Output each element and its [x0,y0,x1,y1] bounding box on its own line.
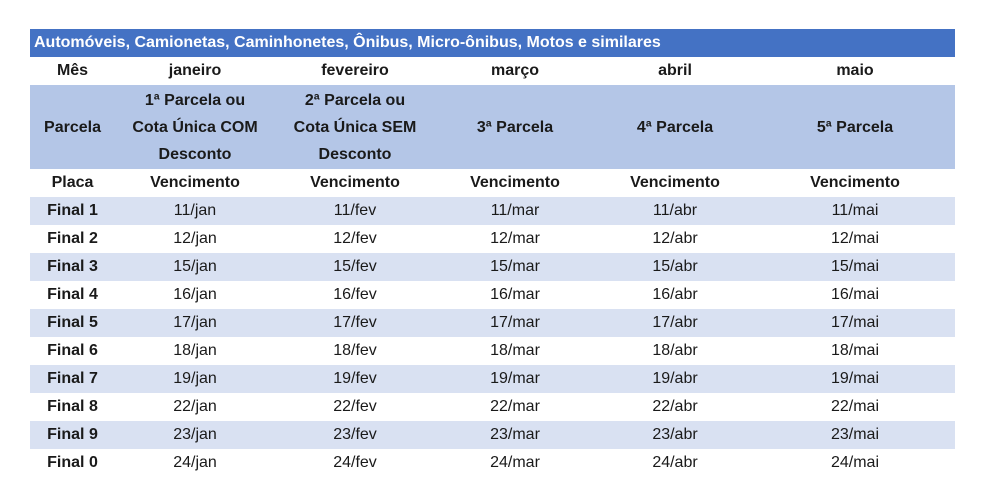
due-date-cell: 23/mar [435,421,595,449]
due-date-cell: 24/mai [830,454,880,471]
due-date-cell: 22/mar [490,398,540,415]
placa-cell: Final 0 [47,454,98,471]
table-row [30,421,955,449]
placa-cell: Final 6 [47,342,98,359]
due-date-cell: 19/fev [275,365,435,393]
due-date-cell: 11/jan [115,197,275,225]
due-date-cell: 18/jan [173,342,217,359]
placa-cell: Final 4 [47,286,98,303]
vencimento-header: Vencimento [630,174,720,191]
parcela-header: 4ª Parcela [595,85,755,169]
due-date-cell: 15/jan [115,253,275,281]
due-date-cell: 24/abr [652,454,698,471]
due-date-cell: 19/mar [435,365,595,393]
due-date-cell: 12/abr [652,230,698,247]
parcela-header: 5ª Parcela [755,85,955,169]
due-date-cell: 24/jan [173,454,217,471]
due-date-cell: 23/abr [595,421,755,449]
table-row [30,309,955,337]
parcela-header: 1ª Parcela ou Cota Única COM Desconto [115,85,275,169]
due-date-cell: 15/mar [435,253,595,281]
placa-label: Placa [51,174,94,191]
table-title: Automóveis, Camionetas, Caminhonetes, Ônibus, Micro-ônibus, Motos e similares [30,29,955,57]
table-row [30,337,955,365]
due-date-cell: 11/fev [275,197,435,225]
table-row [30,449,955,477]
month-header: maio [836,62,874,79]
due-date-cell: 17/mai [755,309,955,337]
table-row [30,225,955,253]
due-date-cell: 23/fev [275,421,435,449]
parcela-header-row [30,85,955,169]
due-date-cell: 16/mai [830,286,880,303]
placa-cell: Final 2 [47,230,98,247]
due-date-cell: 12/mai [830,230,880,247]
due-date-cell: 16/fev [333,286,377,303]
vencimento-header: Vencimento [810,174,900,191]
vencimento-header: Vencimento [310,174,400,191]
due-date-cell: 23/jan [115,421,275,449]
table-row [30,281,955,309]
mes-label: Mês [56,62,89,79]
due-date-cell: 18/mai [830,342,880,359]
due-date-cell: 12/fev [333,230,377,247]
month-header: abril [658,62,692,79]
due-date-cell: 22/abr [652,398,698,415]
table-body [30,197,955,477]
due-date-cell: 19/abr [595,365,755,393]
due-date-cell: 15/abr [595,253,755,281]
due-date-cell: 22/fev [333,398,377,415]
table-row [30,365,955,393]
due-date-cell: 19/mai [755,365,955,393]
due-date-cell: 12/jan [173,230,217,247]
due-date-cell: 18/abr [652,342,698,359]
due-date-cell: 24/mar [490,454,540,471]
table-row [30,253,955,281]
due-date-cell: 22/jan [173,398,217,415]
parcela-header: 3ª Parcela [435,85,595,169]
month-header: março [490,62,540,79]
due-date-cell: 24/fev [333,454,377,471]
placa-cell: Final 1 [30,197,115,225]
vencimento-header-row [30,169,955,197]
due-date-cell: 11/abr [595,197,755,225]
placa-cell: Final 7 [30,365,115,393]
month-header-row [30,57,955,85]
parcela-header: 2ª Parcela ou Cota Única SEM Desconto [275,85,435,169]
due-date-cell: 22/mai [830,398,880,415]
month-header: fevereiro [321,62,389,79]
due-date-cell: 17/abr [595,309,755,337]
due-date-table [30,57,955,477]
due-date-cell: 18/fev [333,342,377,359]
due-date-cell: 17/mar [435,309,595,337]
parcela-label: Parcela [30,85,115,169]
placa-cell: Final 5 [30,309,115,337]
due-date-cell: 18/mar [490,342,540,359]
due-date-cell: 17/fev [275,309,435,337]
due-date-cell: 23/mai [755,421,955,449]
due-date-cell: 17/jan [115,309,275,337]
due-date-cell: 19/jan [115,365,275,393]
due-date-cell: 11/mai [755,197,955,225]
due-date-cell: 16/mar [490,286,540,303]
placa-cell: Final 8 [47,398,98,415]
ipva-calendar [30,29,955,477]
month-header: janeiro [168,62,222,79]
due-date-cell: 15/fev [275,253,435,281]
table-row [30,393,955,421]
placa-cell: Final 9 [30,421,115,449]
due-date-cell: 16/abr [652,286,698,303]
vencimento-header: Vencimento [150,174,240,191]
table-row [30,197,955,225]
vencimento-header: Vencimento [470,174,560,191]
due-date-cell: 12/mar [490,230,540,247]
placa-cell: Final 3 [30,253,115,281]
due-date-cell: 15/mai [755,253,955,281]
due-date-cell: 16/jan [173,286,217,303]
due-date-cell: 11/mar [435,197,595,225]
